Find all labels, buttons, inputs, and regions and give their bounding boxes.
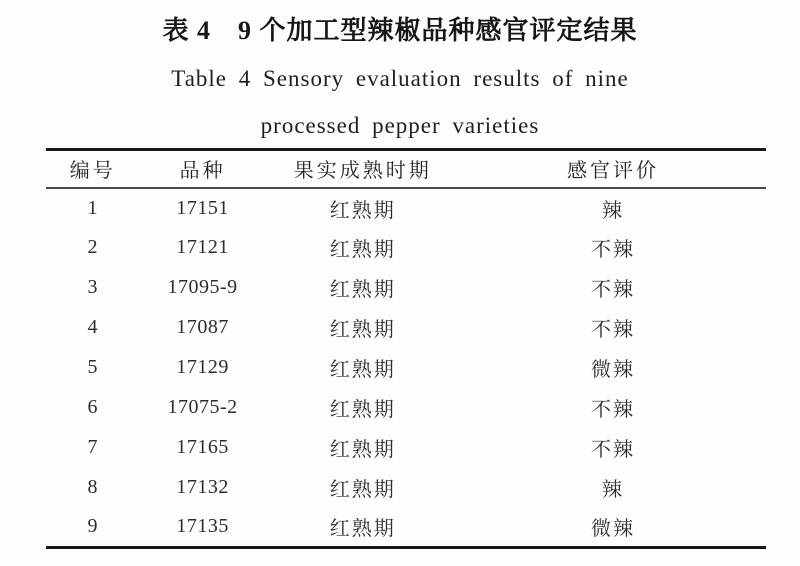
cell-variety: 17075-2 xyxy=(167,396,238,418)
column-header-maturity-period: 果实成熟时期 xyxy=(266,150,460,188)
cell-maturity: 红熟期 xyxy=(329,279,396,301)
table-row xyxy=(46,428,766,468)
cell-number: 2 xyxy=(87,236,99,258)
cell-maturity: 红熟期 xyxy=(329,439,396,461)
table-caption-english-line2: processed pepper varieties xyxy=(260,113,540,138)
table-row xyxy=(46,348,766,388)
table-caption-chinese: 表 4 9 个加工型辣椒品种感官评定结果 xyxy=(162,16,638,45)
cell-variety: 17121 xyxy=(176,236,229,258)
cell-number: 6 xyxy=(87,396,99,418)
cell-maturity: 红熟期 xyxy=(329,518,396,541)
table-row xyxy=(46,508,766,548)
table-row xyxy=(46,388,766,428)
table-row xyxy=(46,228,766,268)
cell-evaluation: 辣 xyxy=(601,479,624,501)
cell-evaluation: 不辣 xyxy=(590,239,635,261)
cell-number: 7 xyxy=(87,436,99,458)
table-row xyxy=(46,468,766,508)
cell-variety: 17132 xyxy=(176,476,229,498)
table-row xyxy=(46,188,766,228)
cell-maturity: 红熟期 xyxy=(329,359,396,381)
cell-variety: 17095-9 xyxy=(167,276,238,298)
column-header-number: 编号 xyxy=(46,150,140,188)
cell-number: 4 xyxy=(87,316,99,338)
table-header-row xyxy=(46,150,766,188)
column-header-sensory-evaluation: 感官评价 xyxy=(460,150,766,188)
cell-maturity: 红熟期 xyxy=(329,479,396,501)
cell-maturity: 红熟期 xyxy=(329,319,396,341)
cell-number: 5 xyxy=(87,356,99,378)
cell-variety: 17151 xyxy=(176,196,229,219)
cell-evaluation: 辣 xyxy=(601,199,624,222)
cell-variety: 17087 xyxy=(176,316,229,338)
cell-evaluation: 不辣 xyxy=(590,319,635,341)
table-caption-english-line1: Table 4 Sensory evaluation results of nine xyxy=(171,66,629,91)
cell-maturity: 红熟期 xyxy=(329,239,396,261)
cell-maturity: 红熟期 xyxy=(329,399,396,421)
cell-evaluation: 不辣 xyxy=(590,279,635,301)
cell-variety: 17135 xyxy=(176,515,229,538)
cell-maturity: 红熟期 xyxy=(329,199,396,222)
table-row xyxy=(46,308,766,348)
cell-evaluation: 不辣 xyxy=(590,399,635,421)
cell-evaluation: 微辣 xyxy=(590,359,635,381)
table-row xyxy=(46,268,766,308)
cell-evaluation: 不辣 xyxy=(590,439,635,461)
cell-evaluation: 微辣 xyxy=(590,518,635,541)
column-header-variety: 品种 xyxy=(140,150,266,188)
cell-number: 8 xyxy=(87,476,99,498)
cell-variety: 17129 xyxy=(176,356,229,378)
cell-variety: 17165 xyxy=(176,436,229,458)
cell-number: 3 xyxy=(87,276,99,298)
cell-number: 1 xyxy=(87,196,99,219)
sensory-evaluation-table xyxy=(46,148,766,549)
cell-number: 9 xyxy=(87,515,99,538)
